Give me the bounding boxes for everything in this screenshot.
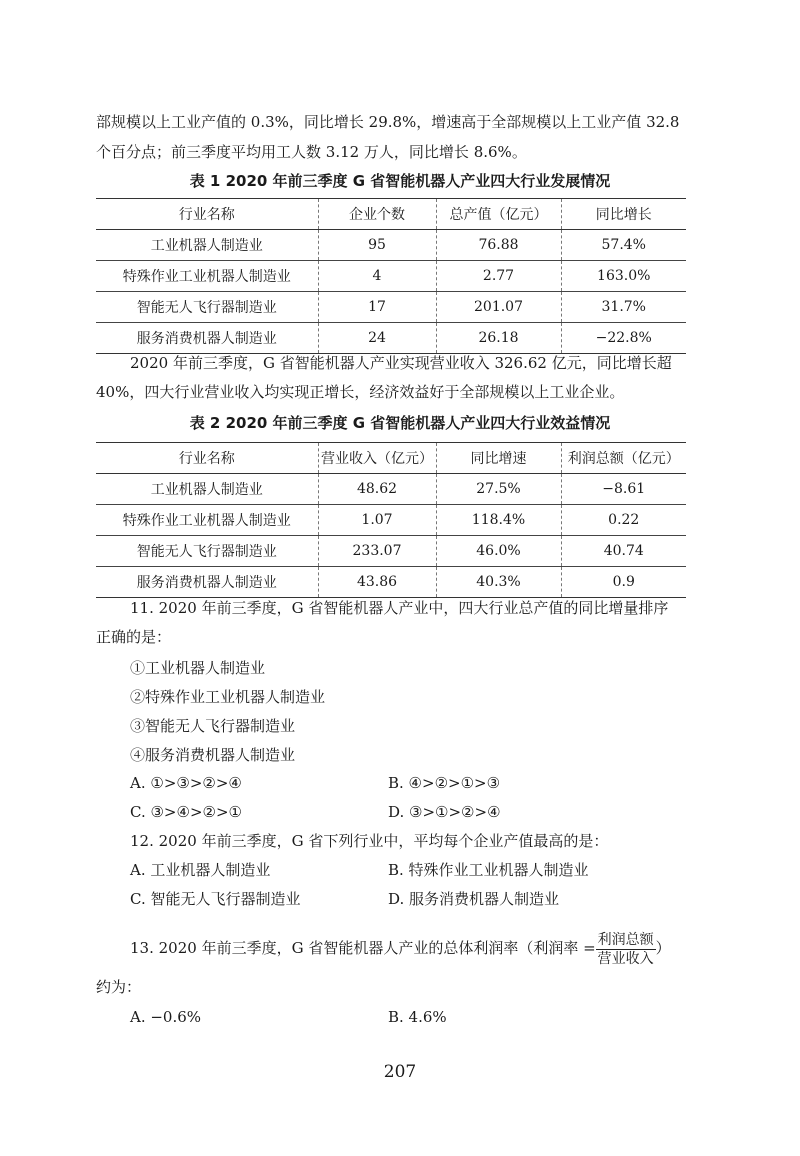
table-cell: −22.8% [561,323,686,354]
q11-stem-line-1: 11. 2020 年前三季度，G 省智能机器人产业中，四大行业总产值的同比增量排序 [130,599,669,617]
fraction-denominator: 营业收入 [597,950,654,967]
q11-option-b[interactable]: B. ④>②>①>③ [388,774,501,792]
q11-item: ①工业机器人制造业 [130,659,266,677]
middle-line-2: 40%，四大行业营业收入均实现正增长，经济效益好于全部规模以上工业企业。 [96,383,625,401]
q11-item: ④服务消费机器人制造业 [130,746,296,764]
table-cell: 工业机器人制造业 [96,230,318,261]
table1-header: 企业个数 [318,199,436,230]
table1-header: 总产值（亿元） [436,199,561,230]
table-cell: 4 [318,261,436,292]
table-row [96,323,686,354]
middle-line-1: 2020 年前三季度，G 省智能机器人产业实现营业收入 326.62 亿元，同比增长超 [130,354,672,372]
profit-rate-fraction [596,931,656,968]
q13-stem [130,926,671,970]
table1-caption: 表 1 2020 年前三季度 G 省智能机器人产业四大行业发展情况 [189,172,611,190]
q11-stem-line-2: 正确的是： [96,628,172,646]
q11-option-c[interactable]: C. ③>④>②>① [130,803,242,821]
table2-caption: 表 2 2020 年前三季度 G 省智能机器人产业四大行业效益情况 [189,414,611,432]
table-cell: 17 [318,292,436,323]
table-row [96,474,686,505]
q12-stem: 12. 2020 年前三季度，G 省下列行业中，平均每个企业产值最高的是： [130,832,609,850]
q13-stem-suffix: ） [655,939,671,957]
intro-line-1: 部规模以上工业产值的 0.3%，同比增长 29.8%，增速高于全部规模以上工业产值 32.8 [96,113,680,131]
table-cell: 43.86 [318,567,436,598]
table-cell: 0.9 [561,567,686,598]
table-cell: 2.77 [436,261,561,292]
table2-header: 营业收入（亿元） [318,443,436,474]
table2-header-row [96,443,686,474]
q11-option-d[interactable]: D. ③>①>②>④ [388,803,501,821]
table-cell: 233.07 [318,536,436,567]
table-cell: 46.0% [436,536,561,567]
table-cell: 163.0% [561,261,686,292]
fraction-numerator: 利润总额 [597,931,654,948]
table-row [96,292,686,323]
table-cell: 118.4% [436,505,561,536]
table-cell: 95 [318,230,436,261]
table-cell: 24 [318,323,436,354]
intro-line-2: 个百分点；前三季度平均用工人数 3.12 万人，同比增长 8.6%。 [96,143,527,161]
table2-header: 行业名称 [96,443,318,474]
table-cell: 工业机器人制造业 [96,474,318,505]
table1-header-row [96,199,686,230]
q12-option-d[interactable]: D. 服务消费机器人制造业 [388,890,560,908]
table-cell: 26.18 [436,323,561,354]
q13-option-a[interactable]: A. −0.6% [130,1008,202,1026]
table-cell: 智能无人飞行器制造业 [96,292,318,323]
table1 [96,198,686,354]
q13-stem-prefix: 13. 2020 年前三季度，G 省智能机器人产业的总体利润率（利润率 = [130,939,596,957]
table-cell: 57.4% [561,230,686,261]
table-row [96,536,686,567]
table-row [96,230,686,261]
table2 [96,442,686,598]
q11-item: ②特殊作业工业机器人制造业 [130,688,326,706]
table-cell: 特殊作业工业机器人制造业 [96,505,318,536]
q13-stem-line-2: 约为： [96,978,142,996]
q13-option-b[interactable]: B. 4.6% [388,1008,447,1026]
table-row [96,567,686,598]
table2-header: 利润总额（亿元） [561,443,686,474]
table-row [96,505,686,536]
q12-option-b[interactable]: B. 特殊作业工业机器人制造业 [388,861,589,879]
table-cell: 服务消费机器人制造业 [96,567,318,598]
table-cell: 27.5% [436,474,561,505]
table-cell: 31.7% [561,292,686,323]
table-cell: 76.88 [436,230,561,261]
q11-option-a[interactable]: A. ①>③>②>④ [130,774,242,792]
table-cell: 1.07 [318,505,436,536]
page-number: 207 [383,1062,417,1082]
table1-header: 同比增长 [561,199,686,230]
table-cell: 智能无人飞行器制造业 [96,536,318,567]
table-cell: 40.3% [436,567,561,598]
table-cell: 0.22 [561,505,686,536]
q11-item: ③智能无人飞行器制造业 [130,717,296,735]
q12-option-a[interactable]: A. 工业机器人制造业 [130,861,271,879]
table1-header: 行业名称 [96,199,318,230]
table-row [96,261,686,292]
table-cell: 201.07 [436,292,561,323]
table-cell: −8.61 [561,474,686,505]
q12-option-c[interactable]: C. 智能无人飞行器制造业 [130,890,301,908]
table-cell: 40.74 [561,536,686,567]
table2-header: 同比增速 [436,443,561,474]
table-cell: 48.62 [318,474,436,505]
table-cell: 服务消费机器人制造业 [96,323,318,354]
table-cell: 特殊作业工业机器人制造业 [96,261,318,292]
